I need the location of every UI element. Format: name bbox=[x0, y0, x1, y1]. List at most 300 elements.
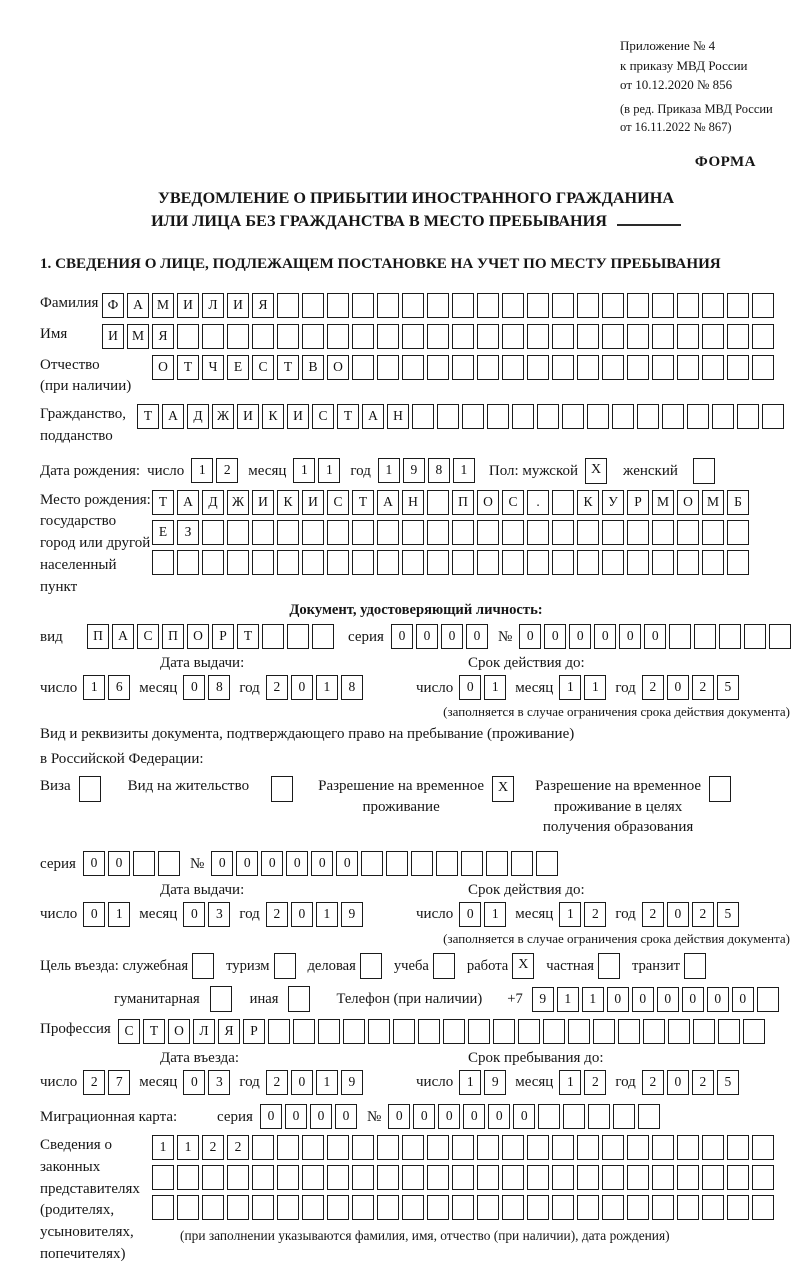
cell[interactable]: 0 bbox=[519, 624, 541, 649]
cell[interactable] bbox=[327, 1195, 349, 1220]
cell[interactable]: 0 bbox=[310, 1104, 332, 1129]
birth-month-input[interactable] bbox=[293, 458, 343, 483]
business-checkbox[interactable] bbox=[360, 953, 382, 979]
cell[interactable]: О bbox=[187, 624, 209, 649]
residence-series-input[interactable] bbox=[83, 851, 183, 876]
cell[interactable]: К bbox=[277, 490, 299, 515]
cell[interactable] bbox=[402, 293, 424, 318]
cell[interactable] bbox=[452, 520, 474, 545]
cell[interactable] bbox=[327, 293, 349, 318]
cell[interactable]: С bbox=[137, 624, 159, 649]
cell[interactable] bbox=[618, 1019, 640, 1044]
cell[interactable] bbox=[511, 851, 533, 876]
cell[interactable] bbox=[527, 1165, 549, 1190]
cell[interactable] bbox=[702, 1135, 724, 1160]
cell[interactable] bbox=[627, 520, 649, 545]
cell[interactable]: 0 bbox=[336, 851, 358, 876]
entry-year-input[interactable] bbox=[266, 1070, 366, 1095]
cell[interactable] bbox=[752, 293, 774, 318]
cell[interactable] bbox=[202, 550, 224, 575]
female-checkbox[interactable] bbox=[693, 458, 715, 484]
cell[interactable]: С bbox=[502, 490, 524, 515]
cell[interactable]: 0 bbox=[335, 1104, 357, 1129]
residence-number-input[interactable] bbox=[211, 851, 561, 876]
cell[interactable]: С bbox=[312, 404, 334, 429]
birth-place-row1-input[interactable] bbox=[152, 490, 752, 515]
cell[interactable] bbox=[262, 624, 284, 649]
cell[interactable] bbox=[437, 404, 459, 429]
cell[interactable]: 2 bbox=[692, 1070, 714, 1095]
cell[interactable]: К bbox=[577, 490, 599, 515]
cell[interactable]: С bbox=[118, 1019, 140, 1044]
cell[interactable]: 9 bbox=[532, 987, 554, 1012]
other-checkbox[interactable] bbox=[288, 986, 310, 1012]
cell[interactable]: П bbox=[452, 490, 474, 515]
cell[interactable] bbox=[502, 520, 524, 545]
cell[interactable]: 2 bbox=[202, 1135, 224, 1160]
cell[interactable]: 0 bbox=[607, 987, 629, 1012]
cell[interactable] bbox=[727, 520, 749, 545]
stay-month-input[interactable] bbox=[559, 1070, 609, 1095]
cell[interactable] bbox=[502, 324, 524, 349]
cell[interactable]: 0 bbox=[594, 624, 616, 649]
cell[interactable]: Я bbox=[218, 1019, 240, 1044]
cell[interactable] bbox=[602, 1165, 624, 1190]
cell[interactable] bbox=[552, 520, 574, 545]
cell[interactable]: 5 bbox=[717, 902, 739, 927]
cell[interactable] bbox=[577, 324, 599, 349]
cell[interactable]: З bbox=[177, 520, 199, 545]
cell[interactable]: 2 bbox=[227, 1135, 249, 1160]
private-checkbox[interactable] bbox=[598, 953, 620, 979]
cell[interactable] bbox=[613, 1104, 635, 1129]
cell[interactable]: И bbox=[287, 404, 309, 429]
cell[interactable] bbox=[502, 1165, 524, 1190]
cell[interactable]: А bbox=[112, 624, 134, 649]
cell[interactable] bbox=[669, 624, 691, 649]
cell[interactable]: Ж bbox=[212, 404, 234, 429]
cell[interactable]: 1 bbox=[559, 902, 581, 927]
cell[interactable] bbox=[418, 1019, 440, 1044]
cell[interactable]: М bbox=[652, 490, 674, 515]
cell[interactable] bbox=[602, 550, 624, 575]
cell[interactable] bbox=[668, 1019, 690, 1044]
cell[interactable] bbox=[527, 355, 549, 380]
cell[interactable] bbox=[652, 293, 674, 318]
phone-input[interactable] bbox=[532, 987, 782, 1012]
cell[interactable]: 1 bbox=[484, 902, 506, 927]
male-checkbox[interactable]: X bbox=[585, 458, 607, 484]
cell[interactable]: М bbox=[127, 324, 149, 349]
cell[interactable]: 1 bbox=[177, 1135, 199, 1160]
cell[interactable]: 2 bbox=[692, 902, 714, 927]
cell[interactable] bbox=[452, 1195, 474, 1220]
cell[interactable] bbox=[327, 550, 349, 575]
cell[interactable] bbox=[133, 851, 155, 876]
cell[interactable] bbox=[412, 404, 434, 429]
cell[interactable] bbox=[762, 404, 784, 429]
cell[interactable] bbox=[386, 851, 408, 876]
cell[interactable]: 2 bbox=[584, 1070, 606, 1095]
cell[interactable] bbox=[402, 1135, 424, 1160]
cell[interactable]: 0 bbox=[459, 675, 481, 700]
cell[interactable] bbox=[677, 324, 699, 349]
cell[interactable] bbox=[727, 1135, 749, 1160]
cell[interactable]: 1 bbox=[83, 675, 105, 700]
cell[interactable]: 0 bbox=[260, 1104, 282, 1129]
cell[interactable] bbox=[727, 1165, 749, 1190]
doc-series-input[interactable] bbox=[391, 624, 491, 649]
cell[interactable]: Т bbox=[277, 355, 299, 380]
cell[interactable] bbox=[652, 355, 674, 380]
cell[interactable] bbox=[702, 1195, 724, 1220]
cell[interactable] bbox=[402, 324, 424, 349]
cell[interactable] bbox=[227, 1195, 249, 1220]
cell[interactable] bbox=[602, 293, 624, 318]
cell[interactable] bbox=[477, 293, 499, 318]
cell[interactable] bbox=[602, 1195, 624, 1220]
cell[interactable]: 0 bbox=[657, 987, 679, 1012]
cell[interactable] bbox=[752, 1165, 774, 1190]
cell[interactable] bbox=[577, 355, 599, 380]
patronymic-input[interactable] bbox=[152, 355, 777, 380]
cell[interactable] bbox=[477, 520, 499, 545]
cell[interactable] bbox=[486, 851, 508, 876]
cell[interactable] bbox=[277, 324, 299, 349]
cell[interactable] bbox=[502, 355, 524, 380]
cell[interactable] bbox=[352, 324, 374, 349]
cell[interactable]: Я bbox=[252, 293, 274, 318]
cell[interactable] bbox=[318, 1019, 340, 1044]
stay-year-input[interactable] bbox=[642, 1070, 742, 1095]
doc-valid-month-input[interactable] bbox=[559, 675, 609, 700]
cell[interactable]: А bbox=[162, 404, 184, 429]
residence-issue-day-input[interactable] bbox=[83, 902, 133, 927]
cell[interactable] bbox=[727, 550, 749, 575]
cell[interactable]: 0 bbox=[463, 1104, 485, 1129]
cell[interactable]: 0 bbox=[438, 1104, 460, 1129]
cell[interactable] bbox=[352, 1195, 374, 1220]
cell[interactable] bbox=[443, 1019, 465, 1044]
cell[interactable] bbox=[769, 624, 791, 649]
cell[interactable]: 0 bbox=[291, 1070, 313, 1095]
cell[interactable] bbox=[602, 355, 624, 380]
cell[interactable] bbox=[468, 1019, 490, 1044]
cell[interactable]: 0 bbox=[644, 624, 666, 649]
cell[interactable] bbox=[527, 550, 549, 575]
tourism-checkbox[interactable] bbox=[274, 953, 296, 979]
entry-day-input[interactable] bbox=[83, 1070, 133, 1095]
cell[interactable] bbox=[202, 324, 224, 349]
cell[interactable]: А bbox=[177, 490, 199, 515]
cell[interactable] bbox=[527, 1135, 549, 1160]
cell[interactable] bbox=[552, 1195, 574, 1220]
cell[interactable]: И bbox=[227, 293, 249, 318]
cell[interactable] bbox=[577, 1135, 599, 1160]
cell[interactable] bbox=[302, 1135, 324, 1160]
cell[interactable]: А bbox=[377, 490, 399, 515]
cell[interactable]: Т bbox=[152, 490, 174, 515]
cell[interactable] bbox=[152, 550, 174, 575]
cell[interactable] bbox=[552, 490, 574, 515]
cell[interactable]: Я bbox=[152, 324, 174, 349]
cell[interactable]: 3 bbox=[208, 1070, 230, 1095]
cell[interactable]: 0 bbox=[285, 1104, 307, 1129]
cell[interactable]: И bbox=[252, 490, 274, 515]
cell[interactable] bbox=[177, 550, 199, 575]
cell[interactable] bbox=[177, 1195, 199, 1220]
cell[interactable] bbox=[752, 1195, 774, 1220]
cell[interactable] bbox=[427, 520, 449, 545]
cell[interactable]: 0 bbox=[441, 624, 463, 649]
cell[interactable] bbox=[452, 355, 474, 380]
cell[interactable]: 1 bbox=[316, 675, 338, 700]
cell[interactable]: Р bbox=[627, 490, 649, 515]
cell[interactable]: П bbox=[162, 624, 184, 649]
cell[interactable]: М bbox=[702, 490, 724, 515]
birth-year-input[interactable] bbox=[378, 458, 478, 483]
cell[interactable]: 0 bbox=[183, 675, 205, 700]
cell[interactable]: 1 bbox=[557, 987, 579, 1012]
cell[interactable] bbox=[577, 1165, 599, 1190]
cell[interactable]: И bbox=[177, 293, 199, 318]
cell[interactable]: С bbox=[327, 490, 349, 515]
cell[interactable]: 1 bbox=[191, 458, 213, 483]
cell[interactable] bbox=[477, 1165, 499, 1190]
cell[interactable]: 1 bbox=[584, 675, 606, 700]
cell[interactable] bbox=[593, 1019, 615, 1044]
cell[interactable] bbox=[393, 1019, 415, 1044]
cell[interactable] bbox=[227, 520, 249, 545]
cell[interactable] bbox=[527, 293, 549, 318]
cell[interactable]: 1 bbox=[316, 1070, 338, 1095]
representatives-row1-input[interactable] bbox=[152, 1135, 777, 1160]
cell[interactable] bbox=[577, 550, 599, 575]
cell[interactable]: 0 bbox=[667, 675, 689, 700]
cell[interactable] bbox=[727, 324, 749, 349]
cell[interactable] bbox=[427, 1135, 449, 1160]
representatives-row3-input[interactable] bbox=[152, 1195, 777, 1220]
cell[interactable]: 5 bbox=[717, 675, 739, 700]
migration-series-input[interactable] bbox=[260, 1104, 360, 1129]
doc-number-input[interactable] bbox=[519, 624, 794, 649]
cell[interactable]: 8 bbox=[428, 458, 450, 483]
cell[interactable]: Т bbox=[137, 404, 159, 429]
profession-input[interactable] bbox=[118, 1019, 768, 1044]
cell[interactable] bbox=[302, 1195, 324, 1220]
cell[interactable]: 0 bbox=[388, 1104, 410, 1129]
cell[interactable] bbox=[477, 1135, 499, 1160]
cell[interactable] bbox=[252, 550, 274, 575]
doc-valid-day-input[interactable] bbox=[459, 675, 509, 700]
cell[interactable] bbox=[411, 851, 433, 876]
cell[interactable]: 9 bbox=[341, 1070, 363, 1095]
cell[interactable] bbox=[252, 324, 274, 349]
cell[interactable] bbox=[612, 404, 634, 429]
cell[interactable] bbox=[588, 1104, 610, 1129]
cell[interactable] bbox=[552, 324, 574, 349]
cell[interactable] bbox=[312, 624, 334, 649]
cell[interactable]: 5 bbox=[717, 1070, 739, 1095]
cell[interactable]: Б bbox=[727, 490, 749, 515]
cell[interactable] bbox=[277, 520, 299, 545]
cell[interactable] bbox=[302, 293, 324, 318]
cell[interactable] bbox=[662, 404, 684, 429]
cell[interactable]: 1 bbox=[559, 1070, 581, 1095]
cell[interactable] bbox=[461, 851, 483, 876]
cell[interactable] bbox=[477, 355, 499, 380]
cell[interactable] bbox=[552, 550, 574, 575]
cell[interactable]: 0 bbox=[682, 987, 704, 1012]
work-checkbox[interactable]: X bbox=[512, 953, 534, 979]
cell[interactable] bbox=[627, 1135, 649, 1160]
cell[interactable] bbox=[462, 404, 484, 429]
residence-valid-day-input[interactable] bbox=[459, 902, 509, 927]
cell[interactable] bbox=[436, 851, 458, 876]
cell[interactable]: 0 bbox=[391, 624, 413, 649]
cell[interactable] bbox=[377, 1195, 399, 1220]
cell[interactable]: 9 bbox=[484, 1070, 506, 1095]
cell[interactable]: 1 bbox=[152, 1135, 174, 1160]
cell[interactable]: 2 bbox=[584, 902, 606, 927]
cell[interactable] bbox=[377, 1135, 399, 1160]
entry-month-input[interactable] bbox=[183, 1070, 233, 1095]
cell[interactable]: Л bbox=[202, 293, 224, 318]
cell[interactable] bbox=[563, 1104, 585, 1129]
cell[interactable] bbox=[712, 404, 734, 429]
cell[interactable] bbox=[327, 324, 349, 349]
cell[interactable]: П bbox=[87, 624, 109, 649]
cell[interactable] bbox=[452, 1165, 474, 1190]
cell[interactable]: О bbox=[677, 490, 699, 515]
cell[interactable]: 0 bbox=[544, 624, 566, 649]
doc-issue-year-input[interactable] bbox=[266, 675, 366, 700]
cell[interactable]: Е bbox=[227, 355, 249, 380]
cell[interactable] bbox=[718, 1019, 740, 1044]
cell[interactable] bbox=[693, 1019, 715, 1044]
cell[interactable]: 1 bbox=[293, 458, 315, 483]
cell[interactable]: 0 bbox=[236, 851, 258, 876]
cell[interactable]: 2 bbox=[692, 675, 714, 700]
cell[interactable]: Н bbox=[402, 490, 424, 515]
cell[interactable] bbox=[352, 520, 374, 545]
representatives-row2-input[interactable] bbox=[152, 1165, 777, 1190]
cell[interactable] bbox=[743, 1019, 765, 1044]
cell[interactable] bbox=[177, 1165, 199, 1190]
cell[interactable] bbox=[177, 324, 199, 349]
cell[interactable] bbox=[368, 1019, 390, 1044]
cell[interactable] bbox=[452, 293, 474, 318]
cell[interactable]: Ф bbox=[102, 293, 124, 318]
given-name-input[interactable] bbox=[102, 324, 777, 349]
cell[interactable]: Л bbox=[193, 1019, 215, 1044]
cell[interactable] bbox=[361, 851, 383, 876]
cell[interactable] bbox=[677, 550, 699, 575]
cell[interactable]: 0 bbox=[286, 851, 308, 876]
cell[interactable]: 1 bbox=[582, 987, 604, 1012]
cell[interactable] bbox=[552, 1165, 574, 1190]
cell[interactable]: М bbox=[152, 293, 174, 318]
birth-day-input[interactable] bbox=[191, 458, 241, 483]
cell[interactable]: 2 bbox=[642, 675, 664, 700]
cell[interactable] bbox=[402, 355, 424, 380]
cell[interactable]: 0 bbox=[667, 1070, 689, 1095]
doc-kind-input[interactable] bbox=[87, 624, 337, 649]
cell[interactable] bbox=[252, 1165, 274, 1190]
cell[interactable] bbox=[577, 293, 599, 318]
cell[interactable]: 0 bbox=[459, 902, 481, 927]
cell[interactable]: 0 bbox=[569, 624, 591, 649]
visa-checkbox[interactable] bbox=[79, 776, 101, 802]
cell[interactable] bbox=[327, 1135, 349, 1160]
cell[interactable] bbox=[602, 1135, 624, 1160]
cell[interactable] bbox=[677, 355, 699, 380]
cell[interactable] bbox=[302, 520, 324, 545]
cell[interactable] bbox=[202, 520, 224, 545]
cell[interactable] bbox=[327, 520, 349, 545]
cell[interactable] bbox=[518, 1019, 540, 1044]
cell[interactable]: Р bbox=[212, 624, 234, 649]
cell[interactable] bbox=[427, 355, 449, 380]
cell[interactable] bbox=[652, 520, 674, 545]
residence-valid-year-input[interactable] bbox=[642, 902, 742, 927]
cell[interactable]: 1 bbox=[318, 458, 340, 483]
cell[interactable]: . bbox=[527, 490, 549, 515]
cell[interactable] bbox=[677, 1135, 699, 1160]
cell[interactable]: 1 bbox=[108, 902, 130, 927]
cell[interactable] bbox=[477, 324, 499, 349]
cell[interactable] bbox=[402, 550, 424, 575]
cell[interactable]: 0 bbox=[83, 851, 105, 876]
cell[interactable] bbox=[302, 550, 324, 575]
cell[interactable] bbox=[377, 324, 399, 349]
cell[interactable] bbox=[702, 355, 724, 380]
cell[interactable] bbox=[587, 404, 609, 429]
cell[interactable]: 2 bbox=[266, 902, 288, 927]
cell[interactable] bbox=[652, 1135, 674, 1160]
cell[interactable] bbox=[527, 1195, 549, 1220]
cell[interactable]: Д bbox=[202, 490, 224, 515]
cell[interactable] bbox=[602, 324, 624, 349]
cell[interactable] bbox=[502, 550, 524, 575]
cell[interactable]: 0 bbox=[732, 987, 754, 1012]
cell[interactable] bbox=[702, 1165, 724, 1190]
cell[interactable] bbox=[352, 550, 374, 575]
cell[interactable]: Ж bbox=[227, 490, 249, 515]
cell[interactable] bbox=[552, 355, 574, 380]
cell[interactable] bbox=[202, 1195, 224, 1220]
doc-issue-month-input[interactable] bbox=[183, 675, 233, 700]
cell[interactable]: Е bbox=[152, 520, 174, 545]
cell[interactable]: 2 bbox=[642, 1070, 664, 1095]
cell[interactable] bbox=[744, 624, 766, 649]
cell[interactable]: 0 bbox=[413, 1104, 435, 1129]
surname-input[interactable] bbox=[102, 293, 777, 318]
cell[interactable] bbox=[402, 1165, 424, 1190]
official-checkbox[interactable] bbox=[192, 953, 214, 979]
cell[interactable] bbox=[727, 293, 749, 318]
cell[interactable] bbox=[293, 1019, 315, 1044]
cell[interactable] bbox=[512, 404, 534, 429]
cell[interactable] bbox=[377, 520, 399, 545]
cell[interactable]: 9 bbox=[403, 458, 425, 483]
cell[interactable] bbox=[152, 1195, 174, 1220]
cell[interactable]: О bbox=[168, 1019, 190, 1044]
cell[interactable] bbox=[377, 1165, 399, 1190]
cell[interactable] bbox=[552, 293, 574, 318]
cell[interactable]: 0 bbox=[416, 624, 438, 649]
transit-checkbox[interactable] bbox=[684, 953, 706, 979]
